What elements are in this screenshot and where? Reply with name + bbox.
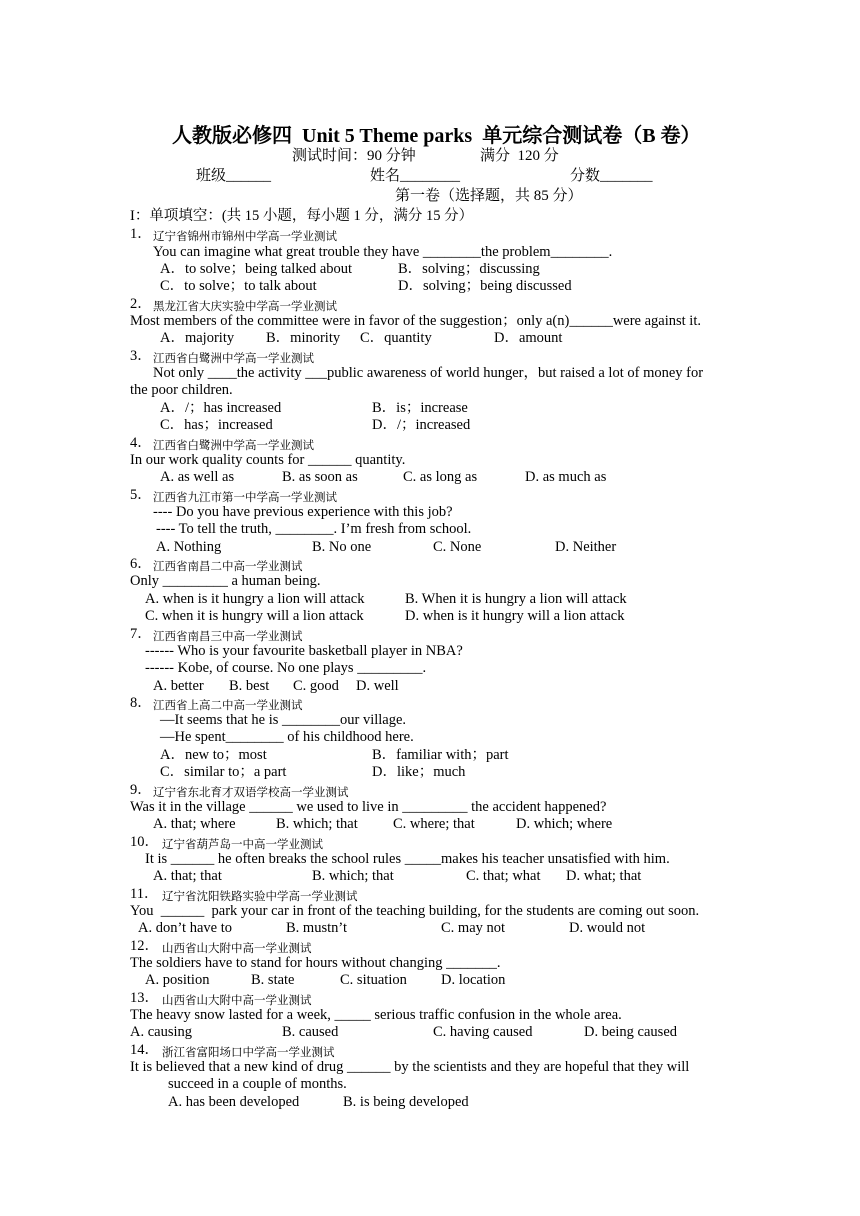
question-source: 江西省白鹭洲中学高一学业测试 bbox=[153, 351, 314, 365]
option-a: A. Nothing bbox=[156, 539, 222, 555]
question-number: 12． bbox=[130, 938, 159, 954]
question-source: 江西省南昌三中高一学业测试 bbox=[153, 629, 303, 643]
full-score: 满分 120 分 bbox=[480, 148, 559, 164]
question-source: 江西省九江市第一中学高一学业测试 bbox=[153, 490, 337, 504]
question-source: 山西省山大附中高一学业测试 bbox=[162, 941, 312, 955]
option-a: A．majority bbox=[160, 330, 235, 346]
option-c: C. may not bbox=[441, 920, 506, 936]
question-stem: —He spent________ of his childhood here. bbox=[160, 729, 414, 745]
question-number: 13． bbox=[130, 990, 159, 1006]
option-c: C. None bbox=[433, 539, 482, 555]
option-d: D．like；much bbox=[372, 764, 466, 780]
option-a: A. better bbox=[153, 678, 204, 694]
option-a: A. that; where bbox=[153, 816, 236, 832]
option-c: C. having caused bbox=[433, 1024, 533, 1040]
volume-heading: 第一卷（选择题，共 85 分） bbox=[395, 188, 583, 204]
name-field: 姓名________ bbox=[370, 168, 461, 184]
question-stem: You can imagine what great trouble they have ________the problem________. bbox=[153, 244, 613, 260]
option-d: D. as much as bbox=[525, 469, 607, 485]
option-b: B. No one bbox=[312, 539, 372, 555]
exam-title: 人教版必修四 Unit 5 Theme parks 单元综合测试卷（B 卷） bbox=[172, 125, 701, 147]
question-stem: —It seems that he is ________our village. bbox=[160, 712, 407, 728]
option-d: D. Neither bbox=[555, 539, 617, 555]
option-d: D. what; that bbox=[566, 868, 642, 884]
question-stem: Not only ____the activity ___public awareness of world hunger，but raised a lot of money for bbox=[153, 365, 704, 381]
option-a: A．to solve；being talked about bbox=[160, 261, 353, 277]
option-c: C．similar to；a part bbox=[160, 764, 287, 780]
question-number: 14． bbox=[130, 1042, 159, 1058]
test-time: 测试时间：90 分钟 bbox=[292, 148, 416, 164]
option-c: C. that; what bbox=[466, 868, 541, 884]
option-d: D. well bbox=[356, 678, 399, 694]
question-number: 2． bbox=[130, 296, 152, 312]
question-source: 辽宁省沈阳铁路实验中学高一学业测试 bbox=[162, 889, 358, 903]
option-a: A. don’t have to bbox=[138, 920, 232, 936]
question-number: 4． bbox=[130, 435, 152, 451]
option-b: B. state bbox=[251, 972, 295, 988]
option-d: D. location bbox=[441, 972, 506, 988]
option-a: A. as well as bbox=[160, 469, 235, 485]
option-c: C．to solve；to talk about bbox=[160, 278, 317, 294]
option-d: D．amount bbox=[494, 330, 563, 346]
question-number: 3． bbox=[130, 348, 152, 364]
question-number: 11． bbox=[130, 886, 159, 902]
question-stem: In our work quality counts for ______ quantity. bbox=[130, 452, 406, 468]
option-b: B. which; that bbox=[276, 816, 358, 832]
option-b: B．solving；discussing bbox=[398, 261, 540, 277]
option-d: D．/；increased bbox=[372, 417, 471, 433]
question-source: 辽宁省锦州市锦州中学高一学业测试 bbox=[153, 229, 337, 243]
question-source: 江西省南昌二中高一学业测试 bbox=[153, 559, 303, 573]
option-b: B．minority bbox=[266, 330, 341, 346]
option-c: C．has；increased bbox=[160, 417, 273, 433]
question-stem: The soldiers have to stand for hours without changing _______. bbox=[130, 955, 501, 971]
option-b: B．is；increase bbox=[372, 400, 468, 416]
question-source: 江西省白鹭洲中学高一学业测试 bbox=[153, 438, 314, 452]
option-a: A．new to；most bbox=[160, 747, 267, 763]
option-b: B. caused bbox=[282, 1024, 339, 1040]
question-stem: Only _________ a human being. bbox=[130, 573, 321, 589]
question-number: 8． bbox=[130, 695, 152, 711]
option-a: A．/；has increased bbox=[160, 400, 282, 416]
question-source: 辽宁省葫芦岛一中高一学业测试 bbox=[162, 837, 323, 851]
question-stem: It is ______ he often breaks the school rules _____makes his teacher unsatisfied with him. bbox=[145, 851, 670, 867]
question-number: 1． bbox=[130, 226, 152, 242]
question-number: 5． bbox=[130, 487, 152, 503]
score-field: 分数_______ bbox=[570, 168, 653, 184]
question-stem: Most members of the committee were in favor of the suggestion；only a(n)______were against it. bbox=[130, 313, 701, 329]
option-b: B. is being developed bbox=[343, 1094, 469, 1110]
question-stem: The heavy snow lasted for a week, _____ serious traffic confusion in the whole area. bbox=[130, 1007, 622, 1023]
question-source: 黑龙江省大庆实验中学高一学业测试 bbox=[153, 299, 337, 313]
question-stem: ---- To tell the truth, ________. I’m fresh from school. bbox=[156, 521, 472, 537]
option-c: C. as long as bbox=[403, 469, 478, 485]
option-a: A. when is it hungry a lion will attack bbox=[145, 591, 365, 607]
option-a: A. that; that bbox=[153, 868, 222, 884]
question-source: 山西省山大附中高一学业测试 bbox=[162, 993, 312, 1007]
question-source: 辽宁省东北育才双语学校高一学业测试 bbox=[153, 785, 349, 799]
question-stem: You ______ park your car in front of the teaching building, for the students are coming out soon. bbox=[130, 903, 700, 919]
question-stem: It is believed that a new kind of drug ______ by the scientists and they are hopeful that they will bbox=[130, 1059, 690, 1075]
option-b: B. best bbox=[229, 678, 270, 694]
option-a: A. causing bbox=[130, 1024, 193, 1040]
option-d: D. being caused bbox=[584, 1024, 678, 1040]
option-d: D. when is it hungry will a lion attack bbox=[405, 608, 625, 624]
option-c: C. where; that bbox=[393, 816, 475, 832]
question-number: 6． bbox=[130, 556, 152, 572]
question-number: 7． bbox=[130, 626, 152, 642]
question-source: 江西省上高二中高一学业测试 bbox=[153, 698, 303, 712]
option-b: B．familiar with；part bbox=[372, 747, 509, 763]
question-stem: Was it in the village ______ we used to live in _________ the accident happened? bbox=[130, 799, 607, 815]
option-c: C．quantity bbox=[360, 330, 432, 346]
option-c: C. good bbox=[293, 678, 339, 694]
question-stem: the poor children. bbox=[130, 382, 233, 398]
option-c: C. situation bbox=[340, 972, 407, 988]
option-b: B. which; that bbox=[312, 868, 394, 884]
option-b: B. When it is hungry a lion will attack bbox=[405, 591, 627, 607]
option-d: D. which; where bbox=[516, 816, 613, 832]
option-a: A. has been developed bbox=[168, 1094, 300, 1110]
class-field: 班级______ bbox=[196, 168, 272, 184]
option-d: D. would not bbox=[569, 920, 646, 936]
question-number: 10． bbox=[130, 834, 159, 850]
option-c: C. when it is hungry will a lion attack bbox=[145, 608, 364, 624]
section-heading: I：单项填空：(共 15 小题，每小题 1 分，满分 15 分） bbox=[130, 208, 474, 224]
option-d: D．solving；being discussed bbox=[398, 278, 572, 294]
question-stem: succeed in a couple of months. bbox=[168, 1076, 347, 1092]
option-b: B. mustn’t bbox=[286, 920, 347, 936]
option-b: B. as soon as bbox=[282, 469, 358, 485]
question-stem: ---- Do you have previous experience with this job? bbox=[153, 504, 453, 520]
question-stem: ------ Kobe, of course. No one plays _________. bbox=[145, 660, 427, 676]
option-a: A. position bbox=[145, 972, 210, 988]
question-stem: ------ Who is your favourite basketball player in NBA? bbox=[145, 643, 463, 659]
question-source: 浙江省富阳场口中学高一学业测试 bbox=[162, 1045, 335, 1059]
question-number: 9． bbox=[130, 782, 152, 798]
